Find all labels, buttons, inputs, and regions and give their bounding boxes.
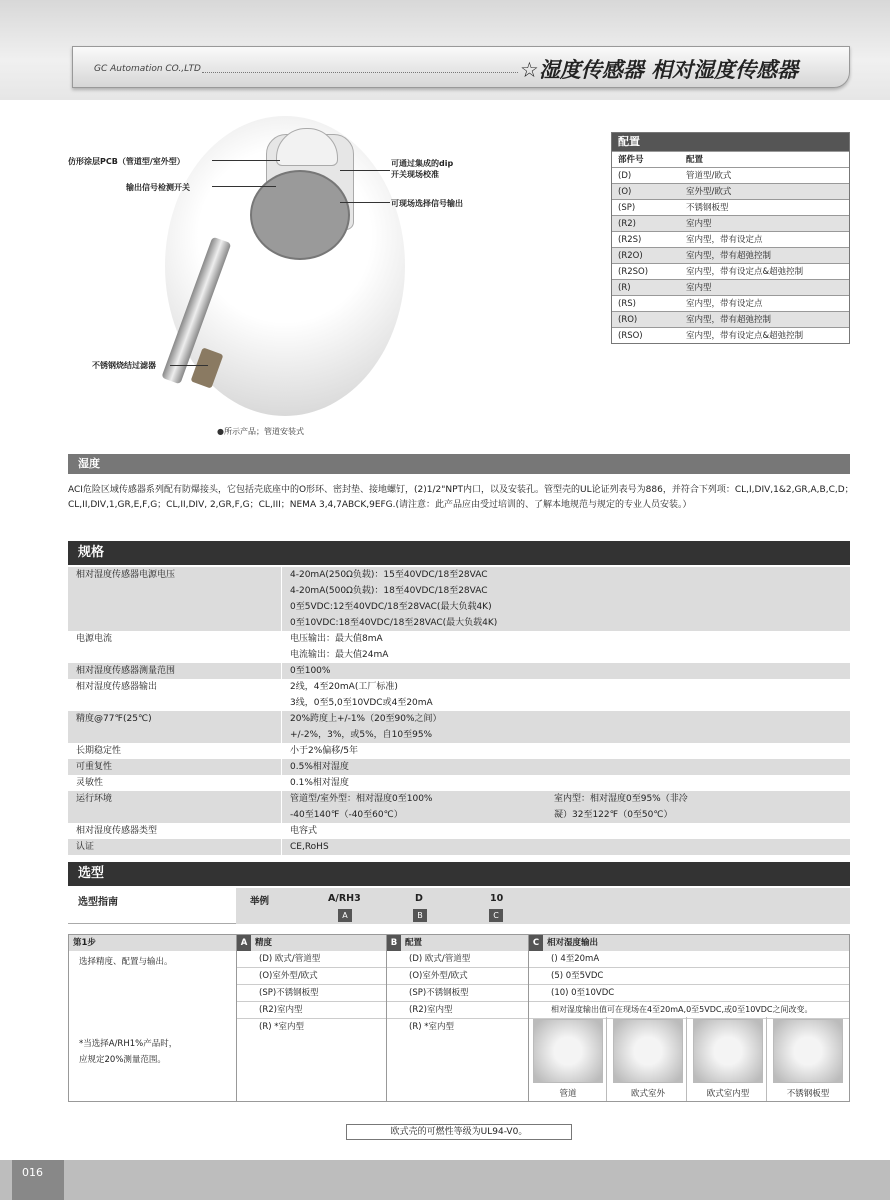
list-item: () 4至20mA (529, 951, 849, 968)
spec-value: -40至140℉（-40至60℃） (290, 810, 403, 820)
table-row (612, 215, 849, 231)
spec-values (282, 791, 546, 823)
humidity-description: ACI危险区域传感器系列配有防爆接头，它包括壳底座中的O形环、密封垫、接地螺钉，(2)1/2"NPT内口，以及安装孔。管型壳的UL论证列表号为886，并符合下列项：CL,I,DIV,1&2,GR,A,B,C,D；CL,II,DIV,1,GR,E,F,G；CL,II,DIV, 2,GR,F,G；CL,III；NEMA 3,4,7ABCK,9EFG.(请注意：此产品应由受过培训的、了解本地规范与规定的专业人员安装。） (68, 485, 854, 510)
table-row (612, 247, 849, 263)
photo-stainless-plate (769, 1017, 847, 1101)
config-header (387, 935, 528, 951)
table-row (612, 231, 849, 247)
footer-bar (0, 1160, 890, 1200)
spec-value: 2线，4至20mA(工厂标准) (290, 682, 398, 692)
stainless-plate-image (773, 1019, 843, 1083)
spec-label: 精度@77℉(25℃) (68, 711, 282, 743)
selection-section-title: 选型 (68, 862, 850, 886)
list-item: (5) 0至5VDC (529, 968, 849, 985)
dotted-divider (202, 72, 518, 73)
photo-euro-outdoor (609, 1017, 687, 1101)
part-desc: 室内型，带有设定点&超弛控制 (686, 331, 804, 341)
part-desc: 室内型，带有设定点 (686, 299, 763, 309)
product-photos (529, 1017, 849, 1101)
accuracy-column (237, 935, 387, 1101)
part-desc: 室外型/欧式 (686, 187, 732, 197)
part-desc: 室内型，带有设定点&超弛控制 (686, 267, 804, 277)
box-a-icon: A (237, 935, 251, 951)
list-item: (R2)室内型 (387, 1002, 528, 1019)
step1-note: *当选择A/RH1%产品时， 应规定20%测量范围。 (79, 1039, 178, 1065)
table-row (68, 663, 850, 679)
list-item: (R) *室内型 (259, 1022, 304, 1032)
table-row (68, 743, 850, 759)
callout-line (212, 160, 280, 161)
spec-value: +/-2%，3%，或5%，自10至95% (290, 730, 433, 740)
company-name: GC Automation CO.,LTD (94, 64, 201, 74)
col-part-number: 部件号 (618, 155, 644, 165)
output-column (529, 935, 849, 1101)
specs-table (68, 567, 850, 855)
callout-pcb: 仿形涂层PCB（管道型/室外型） (68, 157, 185, 166)
part-code: (R2SO) (618, 267, 649, 277)
photo-duct (529, 1017, 607, 1101)
accuracy-title: 精度 (255, 938, 273, 948)
table-row (68, 823, 850, 839)
selection-guide-label: 选型指南 (68, 888, 236, 924)
step1-title: 第1步 (69, 935, 236, 951)
photo-caption: 欧式室内型 (706, 1089, 750, 1099)
table-row (612, 295, 849, 311)
example-c: 10 (490, 893, 504, 904)
photo-caption: 欧式室外 (630, 1089, 665, 1099)
photo-caption: 不锈钢板型 (786, 1089, 830, 1099)
spec-value: 0至5VDC:12至40VDC/18至28VAC(最大负载4K) (290, 602, 492, 612)
part-code: (RSO) (618, 331, 643, 341)
spec-value: 电流输出：最大值24mA (290, 650, 389, 660)
part-desc: 室内型 (686, 219, 712, 229)
spec-values-indoor (546, 791, 850, 823)
callout-line (212, 186, 276, 187)
part-code: (R2S) (618, 235, 642, 245)
spec-label: 可重复性 (68, 759, 282, 775)
spec-value: 0至10VDC:18至40VDC/18至28VAC(最大负载4K) (290, 618, 498, 628)
part-desc: 室内型，带有超弛控制 (686, 315, 772, 325)
table-row (612, 311, 849, 327)
spec-value: 0.5%相对湿度 (290, 762, 349, 772)
step1-column (69, 935, 237, 1101)
config-title: 配置 (405, 938, 423, 948)
box-c-icon: C (529, 935, 543, 951)
table-row (612, 279, 849, 295)
spec-value: 4-20mA(500Ω负载)：18至40VDC/18至28VAC (290, 586, 488, 596)
accuracy-header (237, 935, 386, 951)
spec-value: 0.1%相对湿度 (290, 778, 349, 788)
page-number: 016 (12, 1160, 64, 1200)
spec-values (282, 711, 850, 743)
image-caption: ●所示产品；管道安装式 (217, 427, 304, 436)
spec-value: CE,RoHS (290, 842, 329, 852)
selection-steps (68, 934, 850, 1102)
part-code: (R) (618, 283, 631, 293)
part-desc: 室内型，带有设定点 (686, 235, 763, 245)
callout-switch: 输出信号检测开关 (126, 183, 190, 192)
col-config: 配置 (686, 155, 704, 165)
euro-indoor-image (693, 1019, 763, 1083)
spec-values (282, 631, 850, 663)
spec-value: 管道型/室外型：相对湿度0至100% (290, 794, 433, 804)
table-row (612, 263, 849, 279)
list-item: (D) 欧式/管道型 (237, 951, 386, 968)
spec-label: 相对湿度传感器类型 (68, 823, 282, 839)
example-label: 举例 (250, 896, 270, 907)
euro-outdoor-image (613, 1019, 683, 1083)
photo-caption: 管道 (559, 1089, 577, 1099)
output-note: 相对湿度输出值可在现场在4至20mA,0至5VDC,或0至10VDC之间改变。 (529, 1002, 849, 1019)
spec-value: 电压输出：最大值8mA (290, 634, 383, 644)
spec-value: 小于2%偏移/5年 (290, 746, 359, 756)
part-desc: 室内型，带有超弛控制 (686, 251, 772, 261)
spec-value: 凝）32至122℉（0至50℃） (554, 810, 673, 820)
callout-dip: 可通过集成的dip 开关现场校准 (391, 159, 454, 179)
list-item: (R) *室内型 (409, 1022, 454, 1032)
list-item: (O)室外型/欧式 (237, 968, 386, 985)
table-row (68, 711, 850, 743)
spec-label: 相对湿度传感器输出 (68, 679, 282, 711)
spec-value: 20%跨度上+/-1%（20至90%之间） (290, 714, 442, 724)
spec-values (282, 567, 850, 631)
box-c: C (489, 909, 503, 922)
table-row (68, 775, 850, 791)
spec-value: 0至100% (290, 666, 331, 676)
table-row (68, 567, 850, 631)
part-desc: 管道型/欧式 (686, 171, 732, 181)
callout-filter: 不锈钢烧结过滤器 (92, 361, 156, 370)
config-table (611, 132, 850, 344)
table-row (612, 327, 849, 343)
duct-sensor-image (533, 1019, 603, 1083)
list-item: (O)室外型/欧式 (387, 968, 528, 985)
part-desc: 室内型 (686, 283, 712, 293)
table-row (68, 791, 850, 823)
box-b-icon: B (387, 935, 401, 951)
part-code: (R2) (618, 219, 636, 229)
part-code: (O) (618, 187, 632, 197)
list-item: (10) 0至10VDC (529, 985, 849, 1002)
spec-value: 4-20mA(250Ω负载)：15至40VDC/18至28VAC (290, 570, 488, 580)
spec-label: 认证 (68, 839, 282, 855)
selection-example-bar (236, 888, 850, 924)
list-item: (D) 欧式/管道型 (387, 951, 528, 968)
table-row (68, 631, 850, 663)
config-column (387, 935, 529, 1101)
humidity-section-title: 湿度 (68, 454, 850, 474)
output-header (529, 935, 849, 951)
photo-euro-indoor (689, 1017, 767, 1101)
output-title: 相对湿度输出 (547, 938, 599, 948)
step1-text: 选择精度、配置与输出。 (79, 957, 173, 967)
spec-value: 3线，0至5,0至10VDC或4至20mA (290, 698, 433, 708)
callout-signal: 可现场选择信号输出 (391, 199, 463, 208)
specs-section-title: 规格 (68, 541, 850, 565)
table-row (612, 183, 849, 199)
spec-value: 电容式 (290, 826, 318, 836)
box-b: B (413, 909, 427, 922)
part-code: (R2O) (618, 251, 643, 261)
flammability-note: 欧式壳的可燃性等级为UL94-V0。 (346, 1124, 572, 1140)
spec-label: 相对湿度传感器测量范围 (68, 663, 282, 679)
config-table-title: 配置 (612, 133, 849, 151)
list-item: (SP)不锈钢板型 (237, 985, 386, 1002)
spec-label: 电源电流 (68, 631, 282, 663)
table-row (612, 167, 849, 183)
table-row (612, 199, 849, 215)
example-b: D (415, 893, 423, 904)
sensor-mounting-plate (250, 170, 350, 260)
spec-label: 灵敏性 (68, 775, 282, 791)
callout-line (340, 170, 390, 171)
part-desc: 不锈钢板型 (686, 203, 729, 213)
spec-label: 运行环境 (68, 791, 282, 823)
table-row (68, 759, 850, 775)
spec-label: 长期稳定性 (68, 743, 282, 759)
part-code: (RO) (618, 315, 638, 325)
callout-line (340, 202, 390, 203)
example-a: A/RH3 (328, 893, 361, 904)
spec-label: 相对湿度传感器电源电压 (68, 567, 282, 631)
part-code: (D) (618, 171, 632, 181)
list-item: (R2)室内型 (237, 1002, 386, 1019)
spec-value: 室内型：相对湿度0至95%（非冷 (554, 794, 688, 804)
list-item: (SP)不锈钢板型 (387, 985, 528, 1002)
box-a: A (338, 909, 352, 922)
spec-values (282, 679, 850, 711)
config-table-header (612, 151, 849, 167)
table-row (68, 839, 850, 855)
part-code: (RS) (618, 299, 636, 309)
table-row (68, 679, 850, 711)
page-title: ☆湿度传感器 相对湿度传感器 (520, 58, 799, 82)
part-code: (SP) (618, 203, 636, 213)
callout-line (170, 365, 208, 366)
selection-guide (68, 888, 850, 924)
